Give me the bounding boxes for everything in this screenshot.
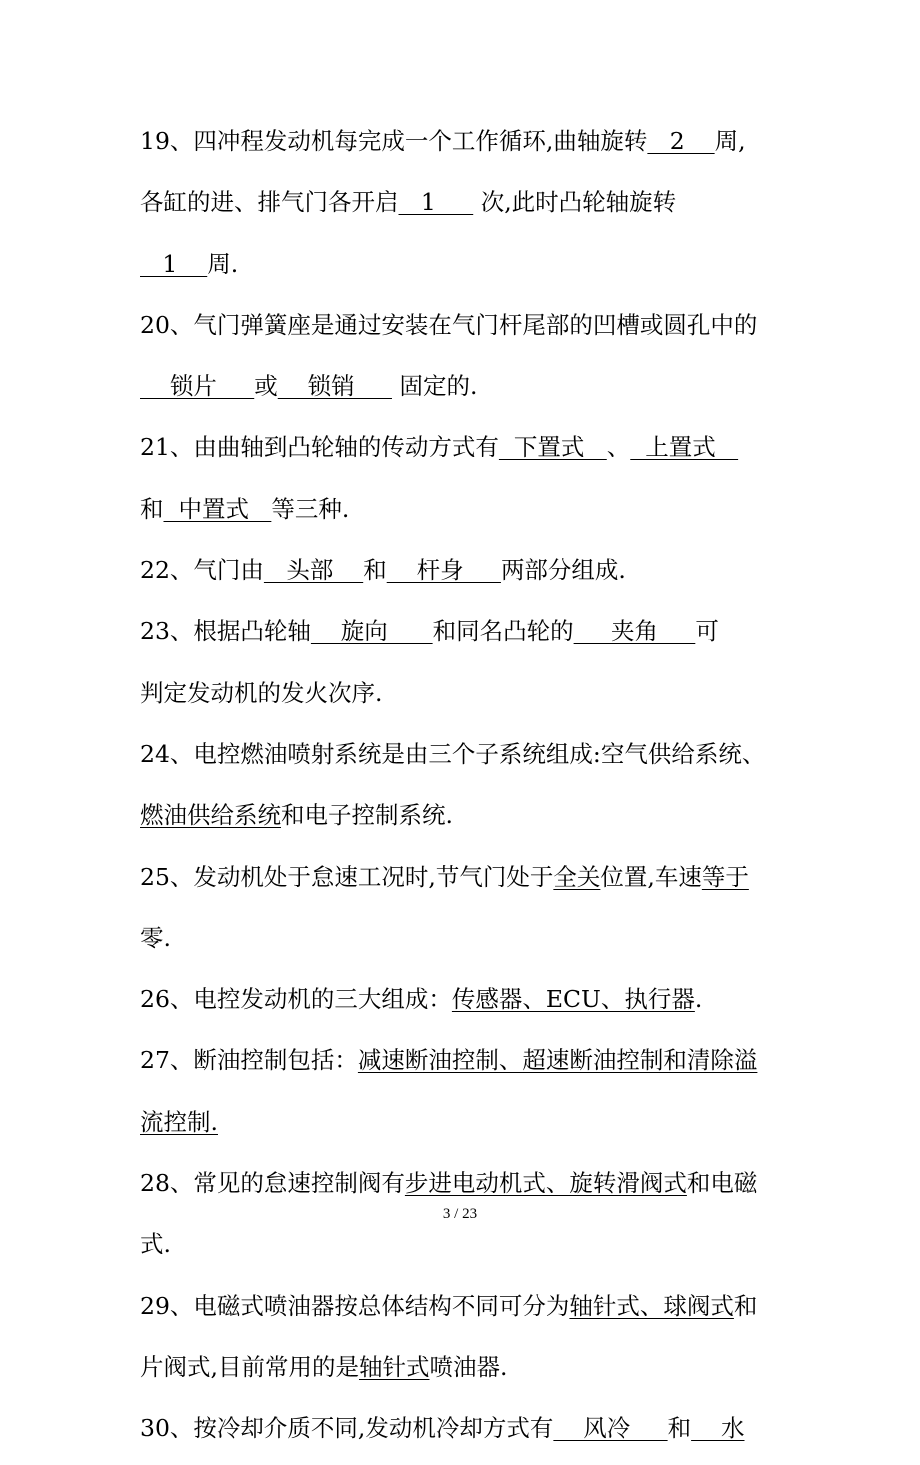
text-line (140, 239, 800, 300)
text-line (140, 545, 800, 606)
text-segment: 零. (140, 923, 171, 952)
text-segment: 29、电磁式喷油器按总体结构不同可分为 (140, 1291, 570, 1320)
text-segment: 和同名凸轮的 (432, 617, 574, 646)
text-segment: 位置,车速 (600, 862, 702, 891)
document-body (140, 116, 800, 1465)
text-segment: 22、气门由 (140, 556, 264, 585)
text-line (140, 177, 800, 238)
text-line (140, 852, 800, 913)
underlined-answer: 传感器、ECU、执行器 (451, 985, 695, 1014)
text-line (140, 1219, 800, 1280)
text-line (140, 361, 800, 422)
text-line (140, 1097, 800, 1158)
underlined-answer: 1 (398, 188, 474, 217)
text-segment: 25、发动机处于怠速工况时,节气门处于 (140, 862, 554, 891)
text-segment: 周. (207, 249, 239, 278)
underlined-answer: 1 (140, 249, 208, 278)
underlined-answer: 旋向 (310, 617, 433, 646)
underlined-answer: 锁销 (277, 372, 392, 401)
text-segment: 各缸的进、排气门各开启 (140, 188, 399, 217)
underlined-answer: 夹角 (573, 617, 696, 646)
text-line (140, 1403, 800, 1464)
text-segment: 次,此时凸轮轴旋转 (473, 188, 677, 217)
underlined-answer: 全关 (553, 862, 601, 891)
underlined-answer: 等于 (701, 862, 749, 891)
text-segment: 21、由曲轴到凸轮轴的传动方式有 (140, 433, 499, 462)
underlined-answer: 头部 (263, 556, 364, 585)
page-number: 3 / 23 (442, 1206, 478, 1222)
text-segment: 23、根据凸轮轴 (140, 617, 311, 646)
text-segment: 26、电控发动机的三大组成： (140, 985, 452, 1014)
text-segment: 和 (140, 494, 164, 523)
text-segment: 固定的. (391, 372, 478, 401)
text-line (140, 668, 800, 729)
underlined-answer: 下置式 (498, 433, 607, 462)
text-segment: 和 (667, 1414, 692, 1443)
underlined-answer: 轴针式、球阀式 (569, 1291, 734, 1320)
underlined-answer: 2 (647, 127, 715, 155)
underlined-answer: 中置式 (163, 494, 272, 523)
underlined-answer: 燃油供给系统 (140, 801, 281, 830)
text-segment: 24、电控燃油喷射系统是由三个子系统组成:空气供给系统、 (140, 739, 766, 768)
underlined-answer: 上置式 (630, 433, 739, 462)
text-line (140, 729, 800, 790)
underlined-answer: 轴针式 (358, 1352, 430, 1381)
text-line (140, 790, 800, 851)
text-segment: 或 (254, 372, 278, 401)
text-segment: 和 (733, 1291, 758, 1320)
text-segment: 周, (714, 127, 746, 155)
underlined-answer: 流控制. (140, 1107, 218, 1136)
text-segment: . (694, 985, 703, 1014)
text-segment: 27、断油控制包括： (140, 1046, 358, 1075)
text-segment: 和电磁 (686, 1169, 758, 1198)
text-line (140, 1281, 800, 1342)
text-segment: 、 (606, 433, 631, 462)
underlined-answer: 步进电动机式、旋转滑阀式 (404, 1169, 687, 1198)
underlined-answer: 风冷 (553, 1414, 668, 1443)
text-segment: 两部分组成. (500, 556, 626, 585)
underlined-answer: 减速断油控制、超速断油控制和清除溢 (357, 1046, 758, 1075)
text-segment: 喷油器. (429, 1352, 508, 1381)
text-segment: 和 (363, 556, 387, 585)
text-segment: 和电子控制系统. (281, 801, 453, 830)
text-line (140, 116, 800, 177)
text-line (140, 422, 800, 483)
text-segment: 20、气门弹簧座是通过安装在气门杆尾部的凹槽或圆孔中的 (140, 310, 758, 339)
text-line (140, 1035, 800, 1096)
text-segment: 19、四冲程发动机每完成一个工作循环,曲轴旋转 (140, 127, 648, 155)
text-line (140, 974, 800, 1035)
text-line (140, 300, 800, 361)
text-segment: 判定发动机的发火次序. (140, 678, 383, 707)
text-segment: 可 (695, 617, 719, 646)
text-line (140, 913, 800, 974)
text-segment: 30、按冷却介质不同,发动机冷却方式有 (140, 1414, 554, 1443)
text-line (140, 484, 800, 545)
text-segment: 等三种. (271, 494, 350, 523)
underlined-answer: 锁片 (140, 372, 255, 401)
text-line (140, 606, 800, 667)
underlined-answer: 杆身 (386, 556, 501, 585)
underlined-answer: 水 (691, 1414, 745, 1443)
text-segment: 式. (140, 1230, 171, 1259)
text-segment: 片阀式,目前常用的是 (140, 1352, 359, 1381)
text-segment: 28、常见的怠速控制阀有 (140, 1169, 405, 1198)
text-line (140, 1342, 800, 1403)
